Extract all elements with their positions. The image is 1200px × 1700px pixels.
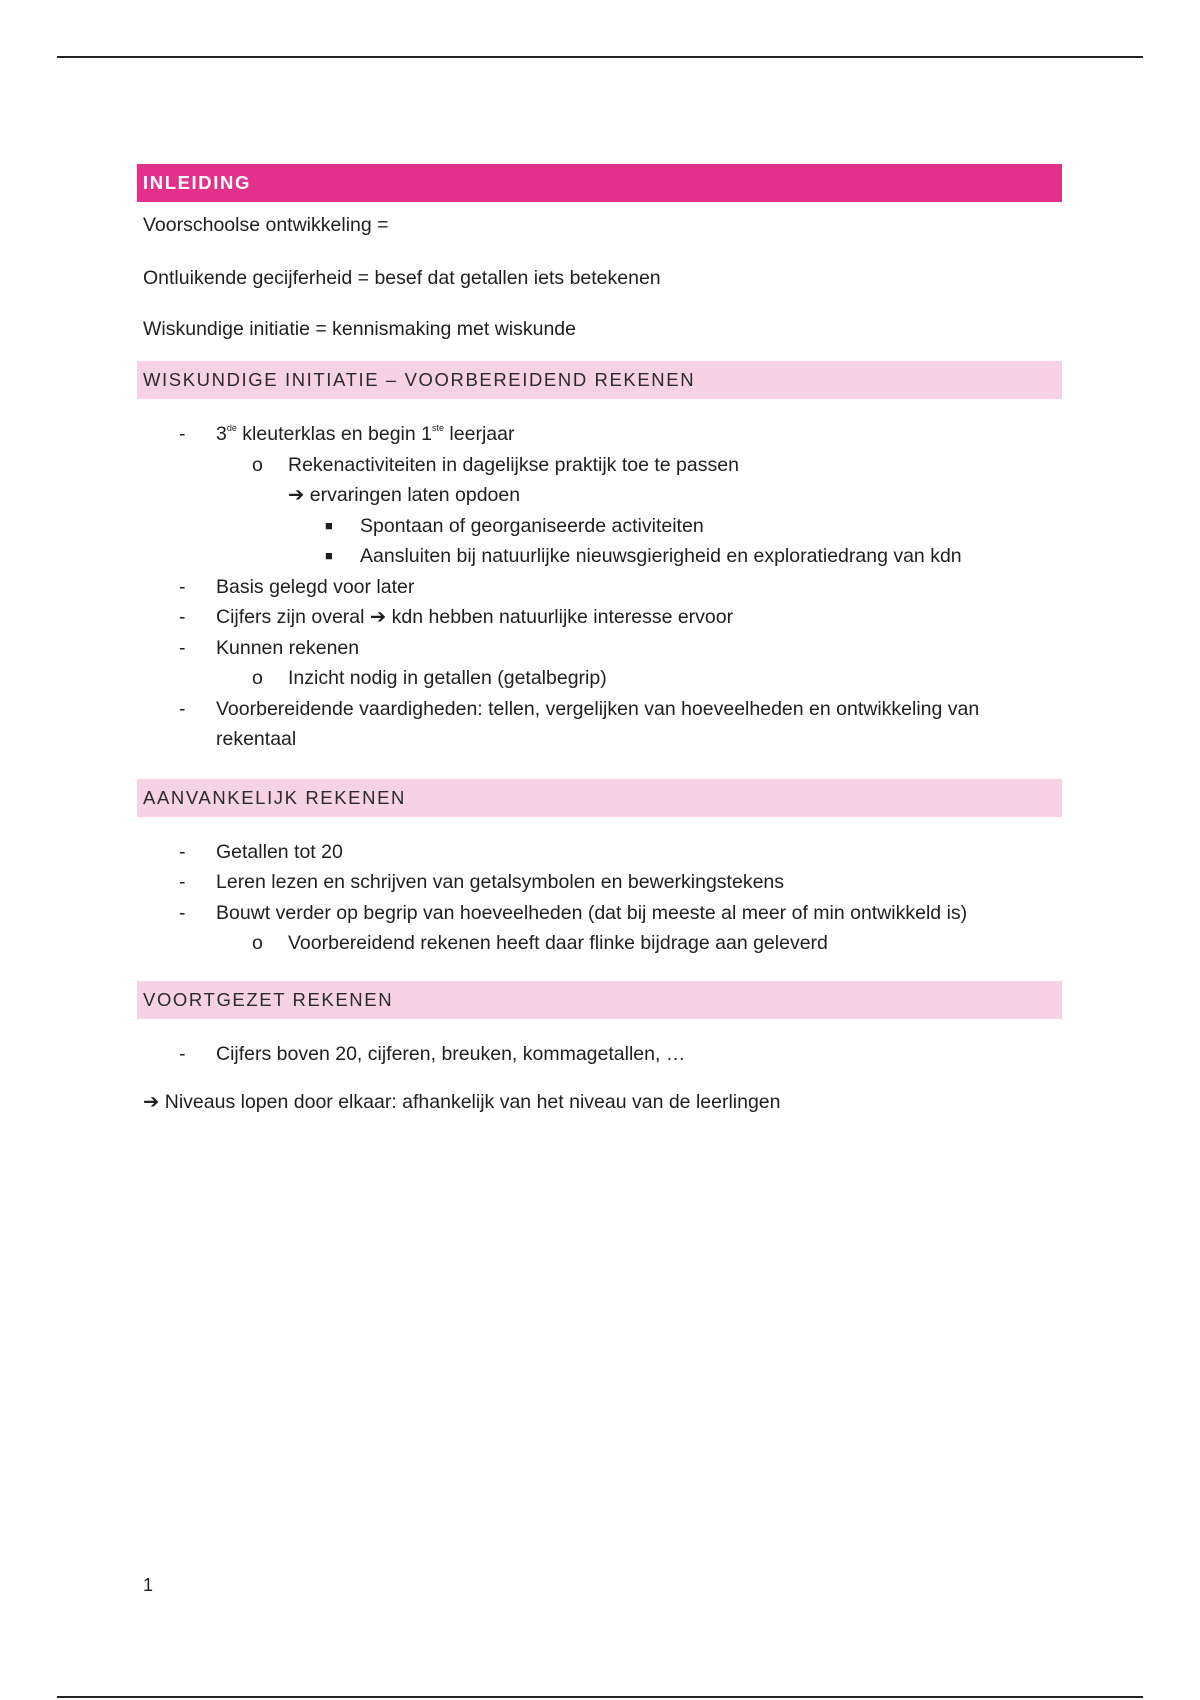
arrow-icon: ➔ bbox=[369, 606, 387, 628]
square-marker: ■ bbox=[325, 548, 333, 563]
paragraph-voorschoolse: Voorschoolse ontwikkeling = bbox=[143, 214, 389, 236]
list-item: ■ Spontaan of georganiseerde activiteiten bbox=[137, 511, 1062, 542]
dash-marker: - bbox=[179, 840, 186, 863]
list-item: - Cijfers zijn overal ➔ kdn hebben natuurlijke interesse ervoor bbox=[137, 602, 1062, 633]
dash-marker: - bbox=[179, 636, 186, 659]
arrow-icon: ➔ bbox=[143, 1091, 160, 1113]
heading-aanvankelijk-rekenen: AANVANKELIJK REKENEN bbox=[137, 779, 1062, 817]
heading-inleiding: INLEIDING bbox=[137, 164, 1062, 202]
list-item: o Rekenactiviteiten in dagelijkse praktijk toe te passen bbox=[137, 450, 1062, 481]
square-marker: ■ bbox=[325, 517, 333, 533]
circle-marker: o bbox=[252, 932, 263, 954]
paragraph-wiskundige-initiatie: Wiskundige initiatie = kennismaking met wiskunde bbox=[143, 318, 576, 340]
heading-wiskundige-initiatie: WISKUNDIGE INITIATIE – VOORBEREIDEND REKENEN bbox=[137, 361, 1062, 399]
dash-marker: - bbox=[179, 606, 186, 628]
dash-marker: - bbox=[179, 901, 186, 924]
list-item: - 3de kleuterklas en begin 1ste leerjaar bbox=[137, 419, 1062, 450]
list-item: ■ Aansluiten bij natuurlijke nieuwsgierigheid en exploratiedrang van kdn bbox=[137, 541, 1062, 572]
list-item: - Getallen tot 20 bbox=[137, 837, 1062, 868]
document-body bbox=[137, 164, 1062, 1115]
list-item: o Voorbereidend rekenen heeft daar flinke bijdrage aan geleverd bbox=[137, 928, 1062, 959]
dash-marker: - bbox=[179, 575, 186, 598]
list-item-continuation: ➔ ervaringen laten opdoen bbox=[288, 484, 521, 506]
paragraph-gecijferheid: Ontluikende gecijferheid = besef dat getallen iets betekenen bbox=[143, 267, 661, 289]
circle-marker: o bbox=[252, 667, 263, 689]
heading-voortgezet-rekenen: VOORTGEZET REKENEN bbox=[137, 981, 1062, 1019]
list-item: o Inzicht nodig in getallen (getalbegrip) bbox=[137, 663, 1062, 694]
arrow-icon: ➔ bbox=[288, 484, 305, 506]
list-item: - Bouwt verder op begrip van hoeveelheden (dat bij meeste al meer of min ontwikkeld is) bbox=[137, 898, 1062, 929]
dash-marker: - bbox=[179, 1042, 186, 1065]
header-rule bbox=[57, 56, 1143, 58]
circle-marker: o bbox=[252, 453, 263, 476]
dash-marker: - bbox=[179, 423, 186, 445]
bullet-list-voortgezet bbox=[137, 1039, 1062, 1070]
list-item: - Cijfers boven 20, cijferen, breuken, kommagetallen, … bbox=[137, 1039, 1062, 1070]
list-item: - Basis gelegd voor later bbox=[137, 572, 1062, 603]
list-item: - Leren lezen en schrijven van getalsymbolen en bewerkingstekens bbox=[137, 867, 1062, 898]
bullet-list-wiskundige bbox=[137, 419, 1062, 755]
dash-marker: - bbox=[179, 871, 186, 893]
list-item: - Voorbereidende vaardigheden: tellen, vergelijken van hoeveelheden en ontwikkeling van rekentaal bbox=[137, 694, 1062, 755]
page-number: 1 bbox=[143, 1575, 154, 1595]
conclusion-line: ➔ Niveaus lopen door elkaar: afhankelijk van het niveau van de leerlingen bbox=[143, 1091, 781, 1113]
bullet-list-aanvankelijk bbox=[137, 837, 1062, 959]
dash-marker: - bbox=[179, 697, 186, 720]
list-item: - Kunnen rekenen bbox=[137, 633, 1062, 664]
footer-rule bbox=[57, 1696, 1143, 1698]
